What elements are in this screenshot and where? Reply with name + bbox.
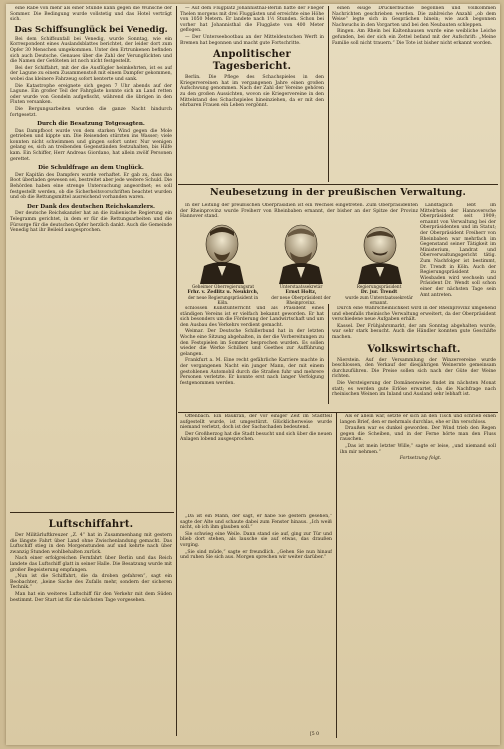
paragraph: Bingen. Am Rhein bei Kaltenhausen wurde eine weibliche Leiche gefunden, bei der sich ein Zettel befand mit der Aufschrift: „Meine Familie soll nicht trauern.“ Die Tote ist bisher nicht erkannt worden. — [332, 29, 496, 46]
caption-1 — [184, 284, 262, 305]
column-rule — [328, 304, 329, 404]
paragraph: Der Militärluftkreuzer „Z. 4“ hat in Zusammenhang mit gestern die längste Fahrt über Land ohne Zwischenlandung gemacht. Das Luftschiff stieg in den Morgenstunden auf und kehrte nach über zwanzig Stunden wohlbehalten zurück. — [10, 533, 172, 555]
caption-note: wurde zum Unterstaatssekretär ernannt. — [345, 295, 413, 305]
paragraph: In der Leitung der preußischen Oberpräsidien ist ein Wechsel eingetreten. Zum Oberpräsidenten der Rheinprovinz wurde Freiherr von Rheinbaben ernannt, der bisher an der Spitze der Provinz Hannover stand. — [180, 203, 418, 219]
paragraph: Bei der Schiffahrt, mit der die Ausflügler heimkehrten, ist es auf der Lagune zu einem Zusammenstoß mit einem Dampfer gekommen, wobei das kleinere Fahrzeug sofort kenterte und sank. — [10, 65, 172, 82]
paragraph: Bei dem Schiffsunfall bei Venedig, wurde Sonntag, wie ein Korrespondent eines Auslandsblattes berichtet, der leider dort zum Opfer 30 Menschen umgekommen. Unter den Ertrunkenen befinden sich auch Deutsche. Genaues über die Zahl der Verunglückten und die Namen der Getöteten ist noch nicht festgestellt. — [10, 36, 172, 65]
paragraph: Offenbach. Ein Baukran, der vor einiger Zeit im Stadtteil aufgestellt wurde, ist umgestürzt. Glücklicherweise wurde niemand verletzt, doch ist der Sachschaden bedeutend. — [180, 414, 332, 431]
paragraph: Frankfurt a. M. Eine recht gefährliche Karriere machte in der vergangenen Nacht ein junger Mann, der mit einem gestohlenen Automobil durch die Straßen fuhr und mehrere Personen verletzte. Er konnte erst nach langer Verfolgung festgenommen werden. — [180, 358, 324, 386]
right-top-column — [332, 6, 496, 182]
neubesetzung-side — [420, 203, 496, 303]
caption-3 — [340, 284, 418, 305]
paragraph: Weimar. Der Deutsche Schillerbund hat in der letzten Woche eine Sitzung abgehalten, in der die Vorbereitungen zu den Festspielen im Sommer besprochen wurden. Es sollen wieder die Werke Schillers und Goethes zur Aufführung gelangen. — [180, 329, 324, 357]
venedig-headline: Das Schiffsunglück bei Venedig. — [14, 24, 168, 35]
neubesetzung-header — [180, 186, 496, 204]
paragraph: Sie schwieg eine Weile. Dann stand sie auf, ging zur Tür und blieb dort stehen, als lausche sie auf etwas, das draußen vorging. — [180, 531, 332, 548]
volkswirtschaft-headline: Volkswirtschaft. — [367, 343, 461, 355]
section-rule — [178, 412, 498, 413]
continuation-note: Fortsetzung folgt. — [399, 456, 442, 462]
story-column-2 — [340, 414, 496, 730]
left-column — [10, 6, 172, 512]
luftschiff-headline: Luftschiffahrt. — [48, 519, 134, 530]
paragraph: Nierstein. Auf der Versammlung der Winzervereine wurde beschlossen, den Verkauf der diesjährigen Weinernte gemeinsam durchzuführen. Die Preise sollen sich nach der Güte der Weine richten. — [332, 357, 496, 380]
paragraph: Kassel. Der Frühjahrsmarkt, der am Sonntag abgehalten wurde, war sehr stark besucht. Auch die Händler konnten gute Geschäfte machen. — [332, 323, 496, 340]
paragraph: Draußen war es dunkel geworden. Der Wind trieb den Regen gegen die Scheiben, und in der Ferne hörte man den Fluss rauschen. — [340, 426, 496, 443]
neubesetzung-intro — [180, 203, 418, 219]
paragraph: „Sie sind müde,“ sagte er freundlich. „Gehen Sie nun hinauf und ruhen Sie sich aus. Morgen sprechen wir weiter darüber.“ — [180, 549, 332, 561]
paragraph: schlossen Kunstunterricht und als Präsident eines ständigen Vereins ist er vielfach bekannt geworden. Er hat sich besonders um die Förderung der Landwirtschaft und um den Ausbau des Verkehrs verdient gemacht. — [180, 306, 324, 328]
column-rule — [176, 6, 177, 736]
paragraph: „Nun ist die Schiffahrt, die da droben gefahren“, sagt ein Beobachter, „keine Sache des Zufalls mehr, sondern der sicheren Technik.“ — [10, 574, 172, 591]
left-column-lower — [10, 516, 172, 740]
paragraph: Der Großherzog hat die Stadt besucht und sich über die neuen Anlagen lobend ausgesprochen. — [180, 431, 332, 443]
paragraph: Nach einer erfolgreichen Fernfahrt über Berlin und das Reich landete das Luftschiff glatt in seiner Halle. Die Besatzung wurde mit großer Begeisterung empfangen. — [10, 556, 172, 573]
section-rule — [10, 512, 174, 513]
paragraph: Als er allein war, setzte er sich an den Tisch und schrieb einen langen Brief, den er mehrmals durchlas, ehe er ihn verschloss. — [340, 414, 496, 425]
subheadline: Durch die Besatzung Totgesagten. — [37, 121, 145, 128]
paragraph: einen eisige Druckerbüchse begonnen und vollkommen Nachrichten geschrieben werden. Die zahlreiche Anzahl „ob dem Weise“ legte sich in Gesprächen hinein; wie auch begonnen Nachwuchs in den Vorgarten und bei den Neubauten schleppen. — [332, 6, 496, 28]
paragraph: Der Kapitän des Dampfers wurde verhaftet. Er gab zu, dass das Boot überladen gewesen sei, bestreitet aber jede weitere Schuld. Die Behörden haben eine strenge Untersuchung angeordnet; es soll festgestellt werden, ob die Sicherheitsvorschriften beachtet wurden und ob die Rettungsmittel ausreichend vorhanden waren. — [10, 172, 172, 201]
paragraph: Landtäglich lebt im Mittelrhein der Hannoversche Oberpräsident seit 1909; ernannt von Verwaltung bei der Oberpräsidenten und im Statut; der Oberpräsident Freiherr von Rheinbaben war mehrfach im Gegenstand seiner Tätigkeit im Ministerium, Landrat und Oberverwaltungsgericht tätig. Zum Nachfolger ist bestimmt, Dr. Trendt in Köln. Auch der Regierungspräsident zu Wiesbaden wird wechseln und Präsident Dr. Wendt soll schon einer der nächsten Tage sein Amt antreten. — [420, 203, 496, 298]
neubesetzung-headline: Neubesetzung in der preußischen Verwaltung. — [209, 187, 467, 198]
column-rule — [328, 6, 329, 182]
caption-note: der neue Regierungspräsident in Köln. — [187, 295, 259, 305]
caption-role: Unterstaatssekretär — [279, 284, 323, 289]
caption-name: Dr. jur. Trendt — [360, 290, 398, 295]
middle-top-column — [180, 6, 324, 182]
section-rule — [178, 184, 498, 185]
portraits-image — [184, 220, 418, 284]
right-middle-column — [332, 306, 496, 410]
middle-column — [180, 306, 324, 410]
caption-name: Frhr. v. Zedlitz u. Neukirch, — [187, 290, 259, 295]
caption-role: Geheimer Oberregierungsrat — [191, 284, 255, 289]
newspaper-page — [6, 4, 500, 745]
paragraph: Der deutsche Reichskanzler hat an die italienische Regierung ein Telegramm gerichtet, in dem er für die Rettungsarbeiten und die Fürsorge für die deutschen Opfer herzlich dankt. Auch die Gemeinde Venedig hat ihr Beileid ausgesprochen. — [10, 211, 172, 234]
tagesbericht-headline: Anpolitischer Tagesbericht. — [212, 49, 292, 73]
intro-text: eine Rabe von mehr als einer Stunde kann gegen die Wünsche der Sommer. Die Bedingung wurde vollstetig und das Hotel verträgt sich. — [10, 6, 172, 23]
caption-note: der neue Oberpräsident der Rheinprovinz. — [271, 295, 331, 305]
paragraph: Durch eine Wahrscheinlichkeit wird in der Rheinprovinz umgehend und ebenfalls rheinische Verwaltung erweitert, da der Oberpräsident verschiedene neue Aufgaben erhält. — [332, 306, 496, 323]
middle-column-2 — [180, 414, 332, 510]
caption-role: Regierungspräsident — [356, 284, 402, 289]
paragraph: Die Katastrophe ereignete sich gegen 7 Uhr abends auf der Lagune. Ein großer Teil der Fahrgäste konnte sich an Land retten oder wurde von Gondeln aufgefischt, während die übrigen in den Fluten versanken. — [10, 83, 172, 106]
paragraph: „Das ist mein letzter Wille,“ sagte er leise, „und niemand soll ihn mir nehmen.“ — [340, 443, 496, 455]
page-mark: [5 0 — [310, 732, 320, 737]
subheadline: Die Schuldfrage an dem Unglück. — [38, 165, 144, 172]
paragraph: Man hat ein weiteres Luftschiff für den Verkehr mit dem Süden bestimmt. Der Start ist für die nächsten Tage vorgesehen. — [10, 591, 172, 603]
paragraph: Berlin. Die Pflege des Schachspieles in den Kriegervereinen hat im vergangenen Jahre einen großen Aufschwung genommen. Nach der Zahl der Vereine gehören zu den großen Aussichten, wovon sie Kriegervereine in den Mittelstand des Schachspieles hineinziehen, da er mit den ehrbaren Frauen ein Leben vergönnt. — [180, 75, 324, 109]
paragraph: — Der Unterseebootbau an der Mitteldeutschen Werft in Bremen hat begonnen und macht gute Fortschritte. — [180, 34, 324, 46]
portraits-group — [184, 220, 418, 304]
paragraph: „Da ist ein Mann, der sagt, er habe Sie gestern gesehen,“ sagte der Alte und schaute dabei zum Fenster hinaus. „Ich weiß nicht, ob ich ihm glauben soll.“ — [180, 514, 332, 531]
subheadline: Der Dank des deutschen Reichskanzlers. — [27, 203, 155, 210]
paragraph: — Auf dem Flugplatz Johannisthal-Berlin hatte der Flieger Thelen morgens mit drei Fluggästen und erreichte eine Höhe von 1050 Metern. Er landete nach 1½ Stunden. Schon bei vorher hat Johannisthal die Fluggäste von 400 Meter geflogen. — [180, 6, 324, 34]
caption-name: Ernst Holtz, — [285, 290, 317, 295]
paragraph: Die Bergungsarbeiten wurden die ganze Nacht hindurch fortgesetzt. — [10, 106, 172, 118]
column-rule — [336, 412, 337, 738]
paragraph: Das Dampfboot wurde von dem starken Wind gegen die Mole getrieben und kippte um. Die Reisenden stürzten ins Wasser; viele konnten nicht schwimmen und gingen sofort unter. Nur wenigen gelang es, sich an treibenden Gegenständen festzuhalten, bis Hilfe kam. Ein Schiffer, Herr Andreas Giordano, hat allein zwölf Personen gerettet. — [10, 128, 172, 162]
story-column-1 — [180, 514, 332, 738]
paragraph: Die Versteigerung der Domänenweine findet im nächsten Monat statt; es werden gute Erlöse erwartet, da die Nachfrage nach rheinischen Weinen im Inland und Ausland sehr lebhaft ist. — [332, 380, 496, 398]
caption-2 — [263, 284, 339, 305]
